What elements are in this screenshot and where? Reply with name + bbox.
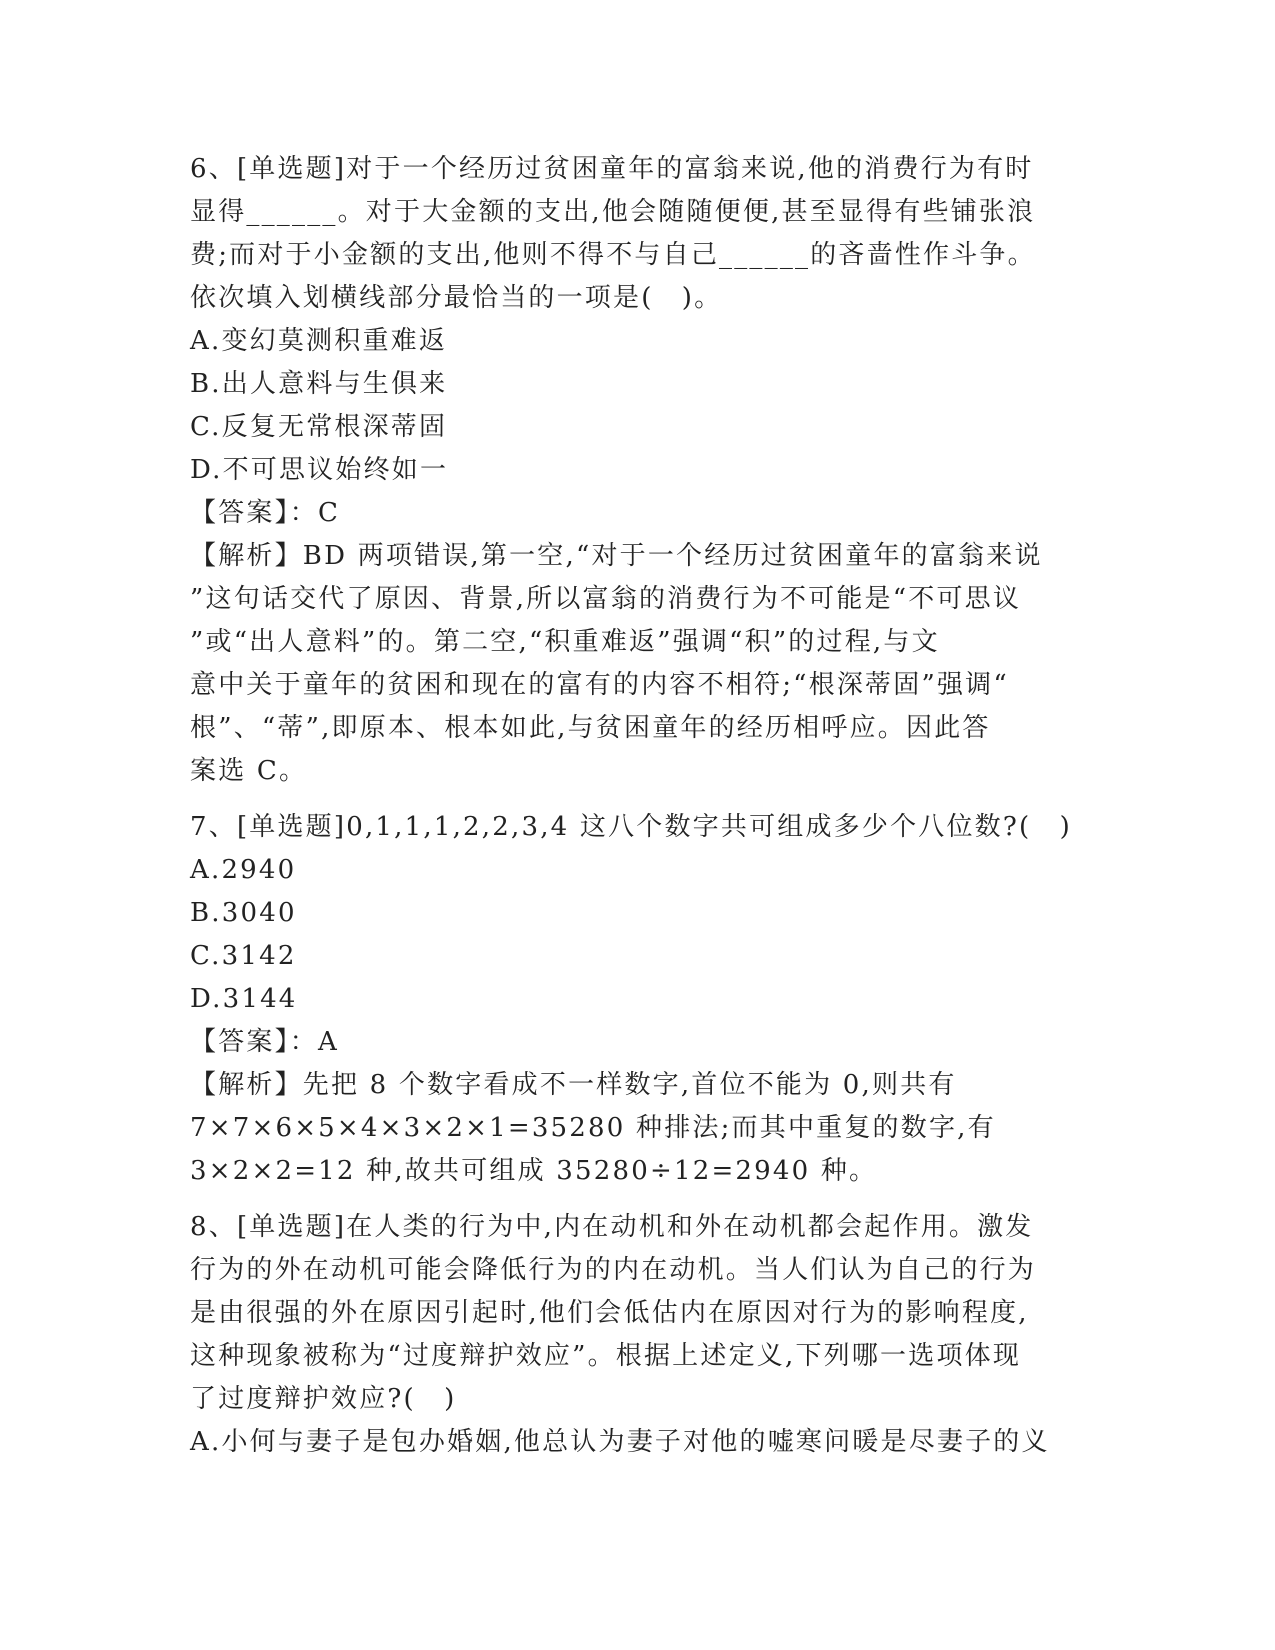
answer: 【答案】：C bbox=[190, 498, 341, 528]
document-page bbox=[190, 148, 1090, 1464]
option-b: B.出人意料与生俱来 bbox=[190, 369, 448, 399]
option-c: C.反复无常根深蒂固 bbox=[190, 412, 448, 442]
option-d: D.不可思议始终如一 bbox=[190, 455, 449, 485]
question-8 bbox=[190, 1206, 1090, 1464]
option-a: A.变幻莫测积重难返 bbox=[190, 326, 448, 356]
option-d: D.3144 bbox=[190, 984, 298, 1014]
question-spacer bbox=[190, 793, 1090, 806]
analysis-line: ”或“出人意料”的。第二空,“积重难返”强调“积”的过程,与文 bbox=[190, 627, 940, 657]
question-stem-line: 是由很强的外在原因引起时,他们会低估内在原因对行为的影响程度, bbox=[190, 1298, 1029, 1328]
question-stem-line: 行为的外在动机可能会降低行为的内在动机。当人们认为自己的行为 bbox=[190, 1255, 1037, 1285]
option-a: A.2940 bbox=[190, 855, 297, 885]
option-c: C.3142 bbox=[190, 941, 297, 971]
question-stem-line: 6、[单选题]对于一个经历过贫困童年的富翁来说,他的消费行为有时 bbox=[190, 154, 1034, 184]
question-stem-line: 7、[单选题]0,1,1,1,2,2,3,4 这八个数字共可组成多少个八位数?( ) bbox=[190, 812, 1072, 842]
question-spacer bbox=[190, 1193, 1090, 1206]
answer: 【答案】：A bbox=[190, 1027, 339, 1057]
question-stem-line: 8、[单选题]在人类的行为中,内在动机和外在动机都会起作用。激发 bbox=[190, 1212, 1034, 1242]
analysis-line: 【解析】BD 两项错误,第一空,“对于一个经历过贫困童年的富翁来说 bbox=[190, 541, 1043, 571]
analysis-line: 意中关于童年的贫困和现在的富有的内容不相符;“根深蒂固”强调“ bbox=[190, 670, 1009, 700]
question-stem-line: 显得______。对于大金额的支出,他会随随便便,甚至显得有些铺张浪 bbox=[190, 197, 1036, 227]
question-7 bbox=[190, 806, 1090, 1193]
question-6 bbox=[190, 148, 1090, 793]
question-stem-line: 依次填入划横线部分最恰当的一项是( )。 bbox=[190, 283, 723, 313]
analysis-line: ”这句话交代了原因、背景,所以富翁的消费行为不可能是“不可思议 bbox=[190, 584, 1022, 614]
analysis-line: 3×2×2=12 种,故共可组成 35280÷12=2940 种。 bbox=[190, 1156, 878, 1186]
option-b: B.3040 bbox=[190, 898, 297, 928]
question-stem-line: 这种现象被称为“过度辩护效应”。根据上述定义,下列哪一选项体现 bbox=[190, 1341, 1022, 1371]
analysis-line: 【解析】先把 8 个数字看成不一样数字,首位不能为 0,则共有 bbox=[190, 1070, 957, 1100]
analysis-line: 7×7×6×5×4×3×2×1=35280 种排法;而其中重复的数字,有 bbox=[190, 1113, 996, 1143]
analysis-line: 根”、“蒂”,即原本、根本如此,与贫困童年的经历相呼应。因此答 bbox=[190, 713, 991, 743]
question-stem-line: 了过度辩护效应?( ) bbox=[190, 1384, 457, 1414]
option-a: A.小何与妻子是包办婚姻,他总认为妻子对他的嘘寒问暖是尽妻子的义 bbox=[190, 1427, 1050, 1457]
analysis-line: 案选 C。 bbox=[190, 756, 308, 786]
question-stem-line: 费;而对于小金额的支出,他则不得不与自己______的吝啬性作斗争。 bbox=[190, 240, 1036, 270]
